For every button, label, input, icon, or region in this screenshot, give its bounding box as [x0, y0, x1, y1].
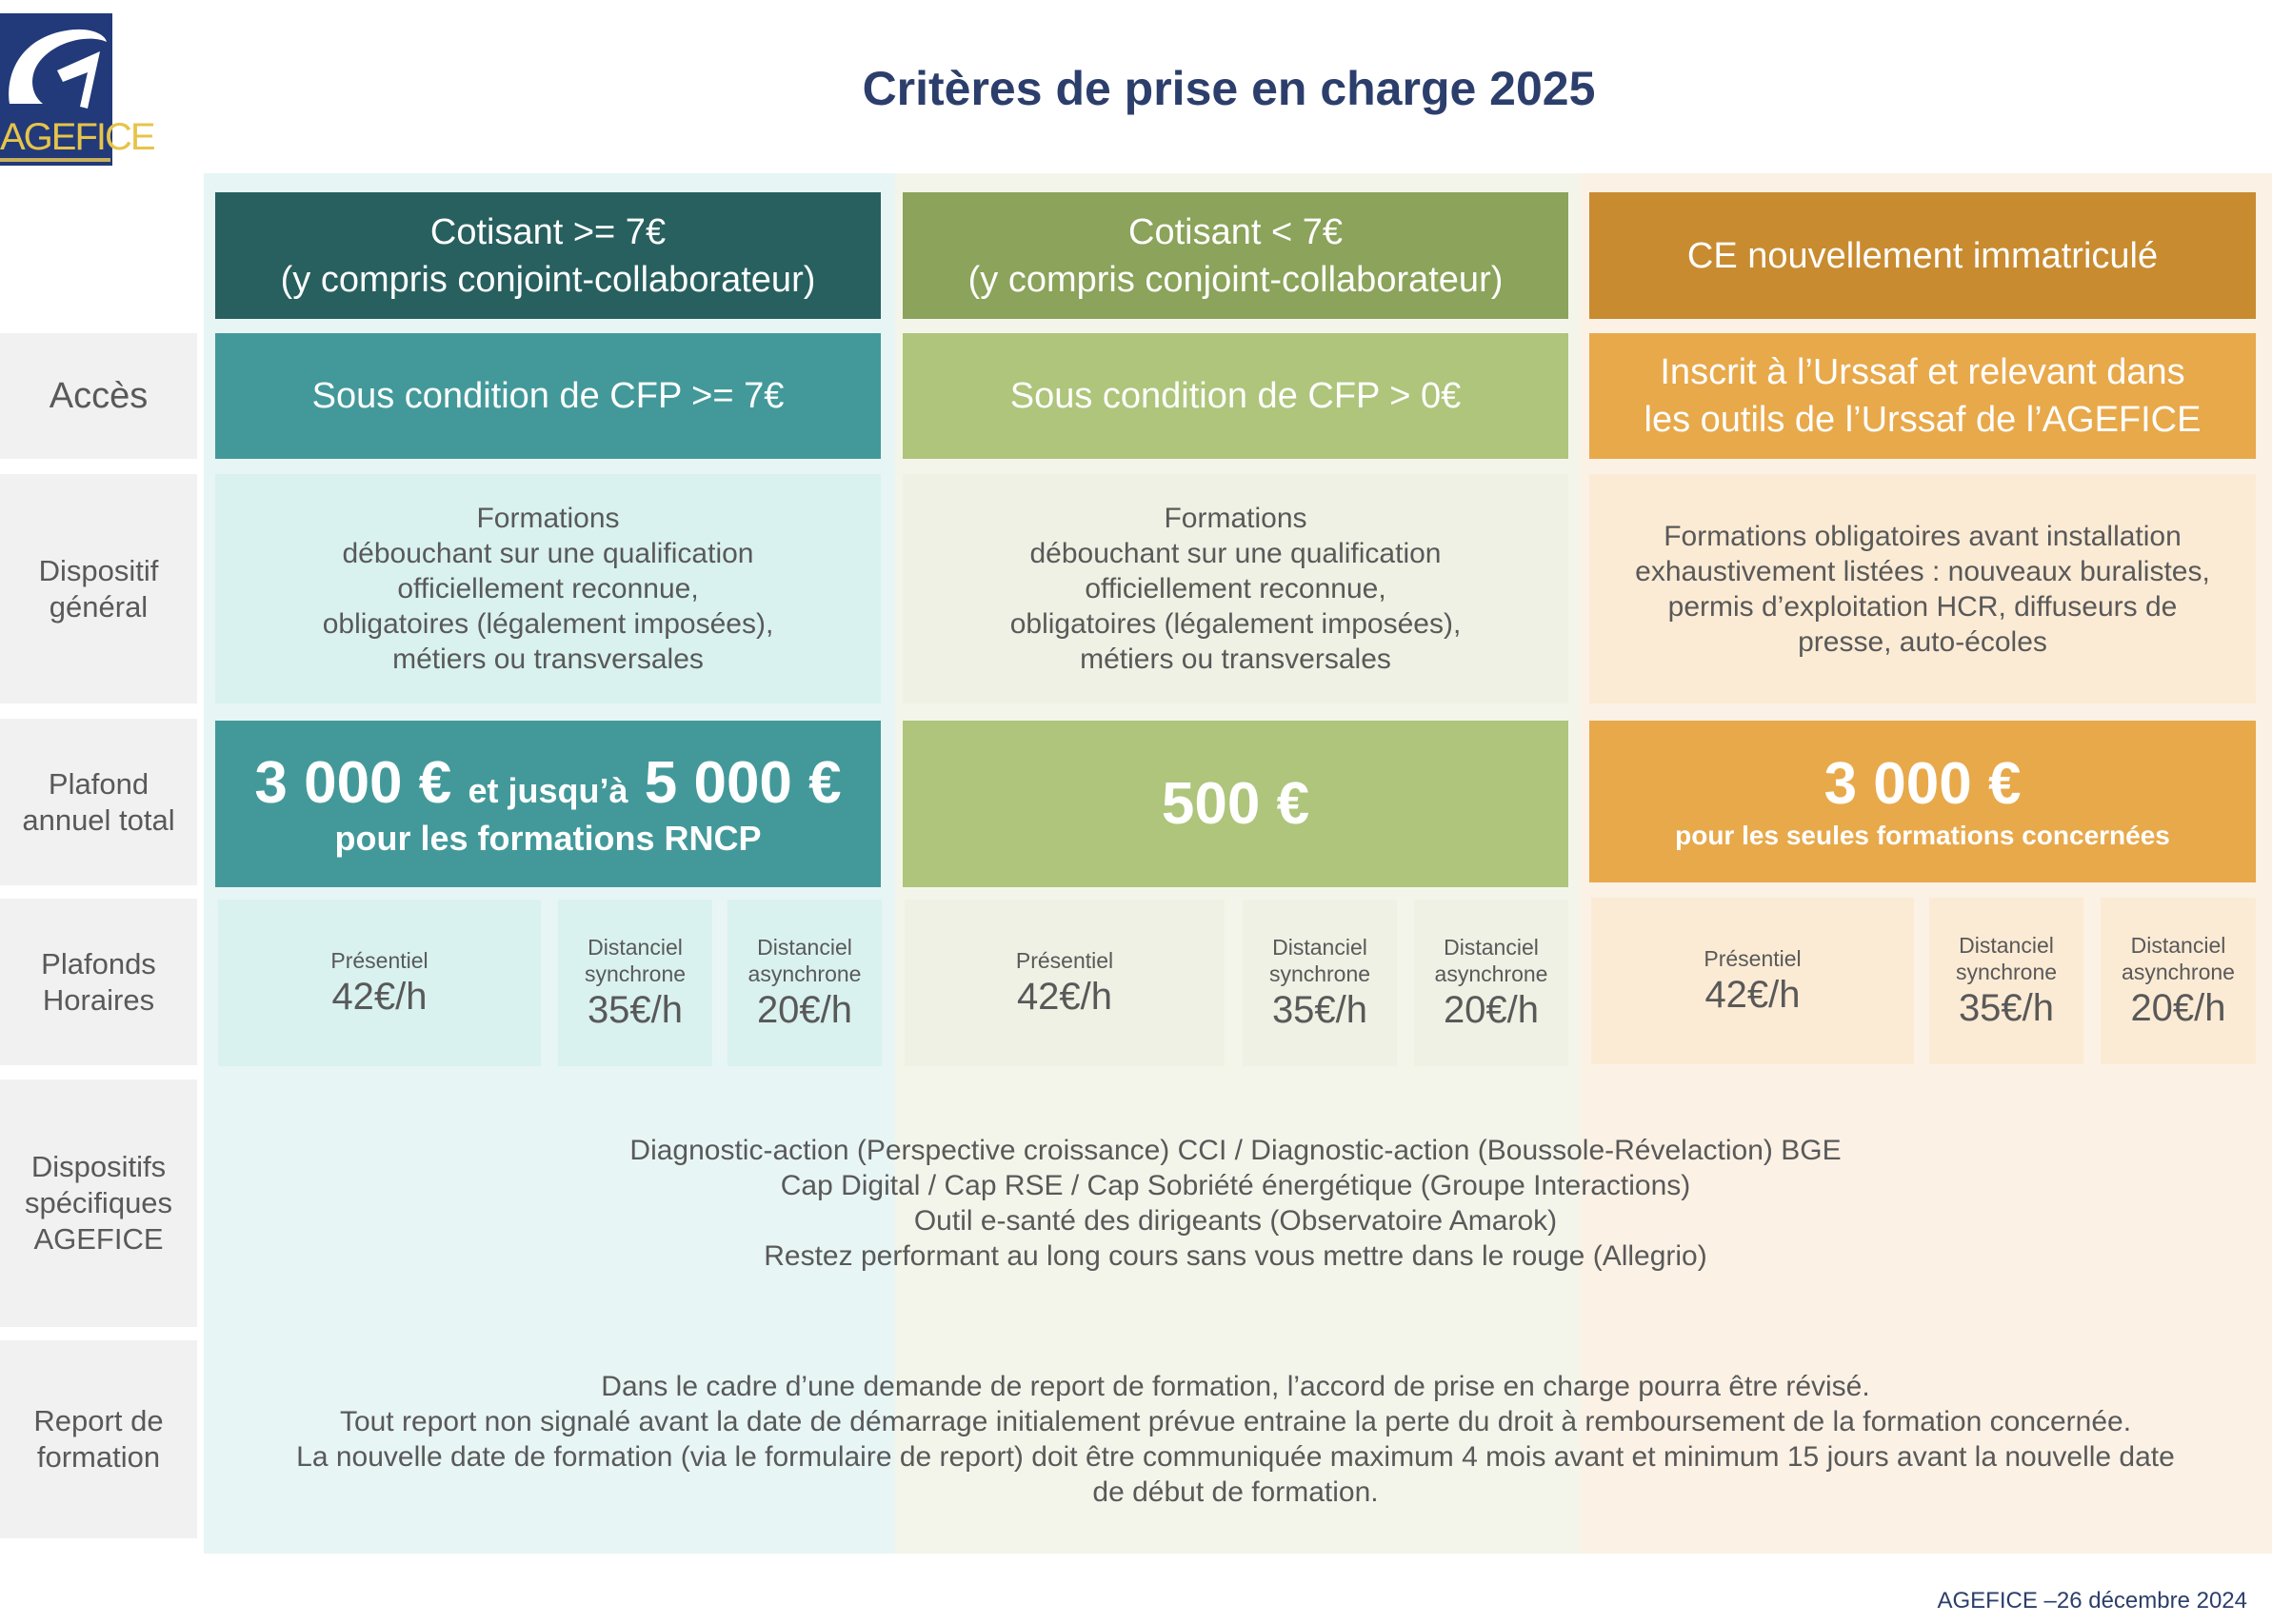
dispositif-cell-col3 [1589, 474, 2256, 703]
acces-text: les outils de l’Urssaf de l’AGEFICE [1644, 400, 2202, 440]
row-label-text: Report de [33, 1404, 164, 1437]
plafond-connector: et jusqu’à [468, 770, 628, 810]
horaire-value: 42€/h [331, 975, 428, 1018]
report-formation-text [215, 1340, 2256, 1538]
plafond-note: pour les seules formations concernées [1675, 821, 2170, 850]
acces-cell-col3 [1589, 333, 2256, 459]
plafond-amount: 5 000 € [644, 749, 842, 816]
dispositif-text: obligatoires (légalement imposées), [322, 608, 774, 640]
specifique-line: Restez performant au long cours sans vous mettre dans le rouge (Allegrio) [764, 1240, 1707, 1272]
horaire-label: Présentiel [330, 947, 428, 973]
horaire-label: Distanciel [1959, 932, 2054, 958]
header-line: (y compris conjoint-collaborateur) [280, 259, 816, 300]
horaire-label: Distanciel [1444, 934, 1539, 960]
horaire-value: 20€/h [2130, 986, 2226, 1029]
footer-date: AGEFICE –26 décembre 2024 [1937, 1588, 2247, 1614]
horaire-label: synchrone [1955, 959, 2058, 984]
page-title: Critères de prise en charge 2025 [862, 62, 1596, 115]
acces-cell-col1 [215, 333, 881, 459]
horaire-value: 35€/h [1958, 986, 2055, 1029]
horaire-synchrone-col3 [1929, 898, 2083, 1064]
row-label-text: Plafonds [41, 946, 156, 980]
row-label-text: général [49, 589, 149, 624]
report-line: de début de formation. [1092, 1476, 1379, 1508]
row-label-plafond [0, 719, 197, 885]
row-label-text: Accès [49, 375, 149, 416]
horaire-synchrone-col1 [558, 900, 712, 1066]
dispositif-text: Formations obligatoires avant installation [1664, 520, 2182, 552]
dispositif-text: métiers ou transversales [1080, 644, 1391, 675]
row-label-acces [0, 333, 197, 459]
horaire-label: Présentiel [1015, 947, 1114, 973]
dispositif-text: métiers ou transversales [392, 644, 704, 675]
horaire-value: 20€/h [1443, 988, 1540, 1031]
horaire-label: Distanciel [757, 934, 852, 960]
logo-underline [0, 158, 110, 162]
specifique-line: Outil e-santé des dirigeants (Observatoire Amarok) [913, 1205, 1558, 1237]
dispositif-text: obligatoires (légalement imposées), [1009, 608, 1462, 640]
dispositif-text: officiellement reconnue, [397, 573, 699, 604]
horaire-value: 35€/h [587, 988, 684, 1031]
plafond-cell-col1 [215, 721, 881, 887]
header-line: (y compris conjoint-collaborateur) [967, 259, 1504, 300]
horaire-value: 35€/h [1271, 988, 1368, 1031]
dispositif-text: permis d’exploitation HCR, diffuseurs de [1667, 590, 2178, 623]
acces-text: Sous condition de CFP > 0€ [1009, 376, 1462, 416]
row-label-horaires [0, 899, 197, 1065]
header-cotisant-plus-7 [215, 192, 881, 319]
plafond-amount: 3 000 € [254, 749, 452, 816]
plafond-amount-line [254, 749, 841, 818]
row-label-specifiques [0, 1079, 197, 1327]
report-line: Tout report non signalé avant la date de démarrage initialement prévue entraine la perte du droit à remboursement de la formation concernée. [339, 1406, 2132, 1437]
row-label-text: Dispositifs [30, 1150, 167, 1183]
horaire-asynchrone-col1 [727, 900, 882, 1066]
horaire-presentiel-col2 [905, 900, 1225, 1066]
specifique-line: Diagnostic-action (Perspective croissance) CCI / Diagnostic-action (Boussole-Révelaction) BGE [629, 1135, 1842, 1166]
plafond-cell-col2 [903, 721, 1568, 887]
dispositif-text: Formations [1164, 503, 1307, 534]
plafond-amount: 500 € [1161, 770, 1310, 837]
horaire-label: synchrone [1268, 961, 1371, 986]
header-line: Cotisant < 7€ [1128, 211, 1343, 252]
plafond-amount: 3 000 € [1824, 751, 2022, 817]
dispositif-text: débouchant sur une qualification [1029, 538, 1442, 569]
horaire-synchrone-col2 [1243, 900, 1397, 1066]
horaire-presentiel-col1 [218, 900, 541, 1066]
row-label-text: Dispositif [38, 553, 159, 587]
dispositif-text: exhaustivement listées : nouveaux buralistes, [1635, 555, 2210, 587]
row-label-text: Horaires [42, 982, 155, 1017]
acces-text: Inscrit à l’Urssaf et relevant dans [1660, 352, 2185, 392]
horaire-label: Distanciel [2130, 932, 2226, 958]
horaire-label: Distanciel [588, 934, 683, 960]
specifique-line: Cap Digital / Cap RSE / Cap Sobriété énergétique (Groupe Interactions) [780, 1170, 1691, 1201]
dispositif-text: presse, auto-écoles [1798, 625, 2047, 658]
dispositifs-specifiques-text [215, 1079, 2256, 1327]
horaire-label: asynchrone [747, 961, 862, 986]
row-label-text: spécifiques [24, 1186, 173, 1219]
dispositif-cell-col1 [215, 474, 881, 703]
row-label-text: formation [36, 1440, 161, 1474]
row-label-report [0, 1340, 197, 1538]
header-line: CE nouvellement immatriculé [1686, 235, 2159, 276]
dispositif-text: Formations [476, 503, 620, 534]
row-label-text: AGEFICE [33, 1222, 164, 1256]
dispositif-cell-col2 [903, 474, 1568, 703]
row-label-text: annuel total [22, 802, 175, 837]
header-line: Cotisant >= 7€ [429, 211, 667, 252]
horaire-asynchrone-col2 [1414, 900, 1568, 1066]
horaire-label: Présentiel [1704, 945, 1802, 971]
plafond-cell-col3 [1589, 721, 2256, 882]
horaire-value: 20€/h [756, 988, 853, 1031]
horaire-asynchrone-col3 [2101, 898, 2256, 1064]
plafond-note: pour les formations RNCP [334, 818, 762, 858]
horaire-label: synchrone [584, 961, 687, 986]
header-ce-nouvellement-immatricule [1589, 192, 2256, 319]
acces-cell-col2 [903, 333, 1568, 459]
logo-text: AGEFICE [0, 116, 154, 158]
acces-text: Sous condition de CFP >= 7€ [311, 376, 785, 416]
horaire-label: asynchrone [2122, 959, 2235, 984]
header-cotisant-moins-7 [903, 192, 1568, 319]
horaire-label: Distanciel [1272, 934, 1367, 960]
report-line: La nouvelle date de formation (via le formulaire de report) doit être communiquée maximum 4 mois avant et minimum 15 jours avant la nouvelle date [296, 1441, 2175, 1473]
horaire-label: asynchrone [1434, 961, 1548, 986]
row-label-dispositif [0, 474, 197, 703]
report-line: Dans le cadre d’une demande de report de formation, l’accord de prise en charge pourra être révisé. [601, 1371, 1870, 1402]
row-label-text: Plafond [48, 766, 149, 801]
horaire-value: 42€/h [1016, 975, 1113, 1018]
dispositif-text: débouchant sur une qualification [342, 538, 754, 569]
horaire-presentiel-col3 [1591, 898, 1914, 1064]
horaire-value: 42€/h [1704, 973, 1801, 1016]
dispositif-text: officiellement reconnue, [1085, 573, 1386, 604]
